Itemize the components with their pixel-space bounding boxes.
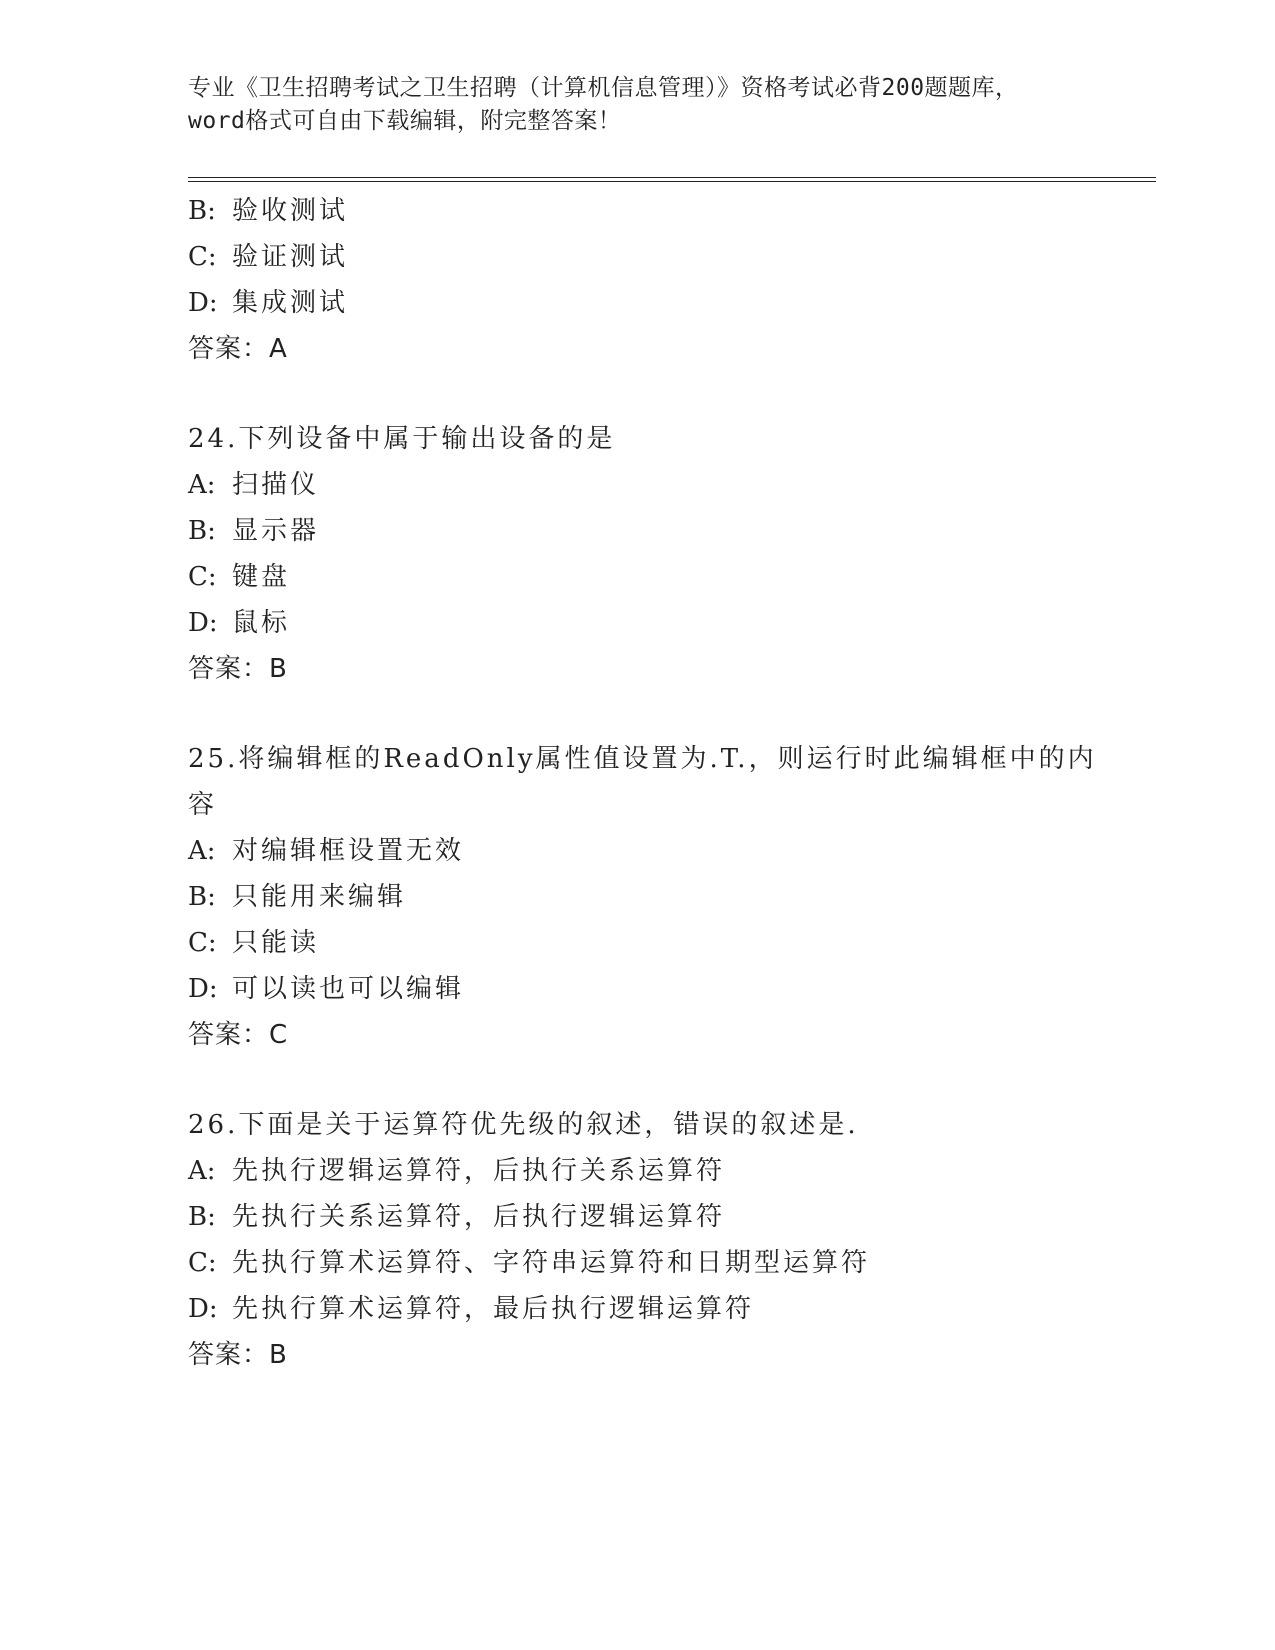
option-c <box>188 234 1088 280</box>
option-text: 只能用来编辑 <box>232 882 407 912</box>
question-block-23-continued <box>188 188 1088 372</box>
option-text: 先执行逻辑运算符，后执行关系运算符 <box>232 1156 726 1186</box>
answer-line: 答案：C <box>188 1020 289 1050</box>
option-text: 对编辑框设置无效 <box>232 836 465 866</box>
option-label: B: <box>188 882 216 912</box>
option-b <box>188 508 1088 554</box>
option-text: 验证测试 <box>232 242 349 272</box>
option-text: 只能读 <box>232 928 320 958</box>
document-header <box>188 72 1088 138</box>
option-text: 集成测试 <box>232 288 349 318</box>
option-label: A: <box>188 1156 216 1186</box>
option-c <box>188 920 1088 966</box>
option-text: 可以读也可以编辑 <box>232 974 465 1004</box>
question-text: 24.下列设备中属于输出设备的是 <box>188 424 616 454</box>
option-d <box>188 280 1088 326</box>
option-label: A: <box>188 836 216 866</box>
option-text: 显示器 <box>232 516 320 546</box>
header-line-2: word格式可自由下载编辑，附完整答案！ <box>188 108 622 134</box>
option-label: B: <box>188 516 216 546</box>
question-text: 26.下面是关于运算符优先级的叙述，错误的叙述是. <box>188 1110 859 1140</box>
spacer <box>188 692 1088 736</box>
option-b <box>188 188 1088 234</box>
option-text: 键盘 <box>232 562 291 592</box>
option-d <box>188 966 1088 1012</box>
question-block-26 <box>188 1102 1088 1378</box>
spacer <box>188 1058 1088 1102</box>
option-label: C: <box>188 242 217 272</box>
option-label: C: <box>188 562 217 592</box>
option-c <box>188 554 1088 600</box>
option-text: 扫描仪 <box>232 470 320 500</box>
option-c <box>188 1240 1088 1286</box>
option-d <box>188 1286 1088 1332</box>
option-label: B: <box>188 1202 216 1232</box>
option-text: 验收测试 <box>232 196 349 226</box>
header-line-1: 专业《卫生招聘考试之卫生招聘（计算机信息管理）》资格考试必背200题题库， <box>188 75 1019 101</box>
question-text-line-2: 容 <box>188 790 218 820</box>
header-double-rule <box>188 177 1156 182</box>
option-b <box>188 1194 1088 1240</box>
spacer <box>188 372 1088 416</box>
question-block-24 <box>188 416 1088 692</box>
option-text: 先执行关系运算符，后执行逻辑运算符 <box>232 1202 726 1232</box>
question-block-25 <box>188 736 1097 1058</box>
option-label: C: <box>188 1248 217 1278</box>
question-text-line-1: 25.将编辑框的ReadOnly属性值设置为.T.，则运行时此编辑框中的内 <box>188 744 1097 774</box>
option-label: C: <box>188 928 217 958</box>
option-label: D: <box>188 1294 218 1324</box>
option-a <box>188 828 1088 874</box>
option-label: B: <box>188 196 216 226</box>
question-list <box>188 188 1097 1378</box>
answer-line: 答案：A <box>188 334 288 364</box>
answer-line: 答案：B <box>188 1340 288 1370</box>
option-label: D: <box>188 974 218 1004</box>
option-b <box>188 874 1088 920</box>
option-text: 先执行算术运算符，最后执行逻辑运算符 <box>232 1294 755 1324</box>
answer-line: 答案：B <box>188 654 288 684</box>
option-text: 鼠标 <box>232 608 291 638</box>
option-label: D: <box>188 288 218 318</box>
option-text: 先执行算术运算符、字符串运算符和日期型运算符 <box>232 1248 871 1278</box>
option-a <box>188 462 1088 508</box>
option-a <box>188 1148 1088 1194</box>
option-label: D: <box>188 608 218 638</box>
option-label: A: <box>188 470 216 500</box>
option-d <box>188 600 1088 646</box>
